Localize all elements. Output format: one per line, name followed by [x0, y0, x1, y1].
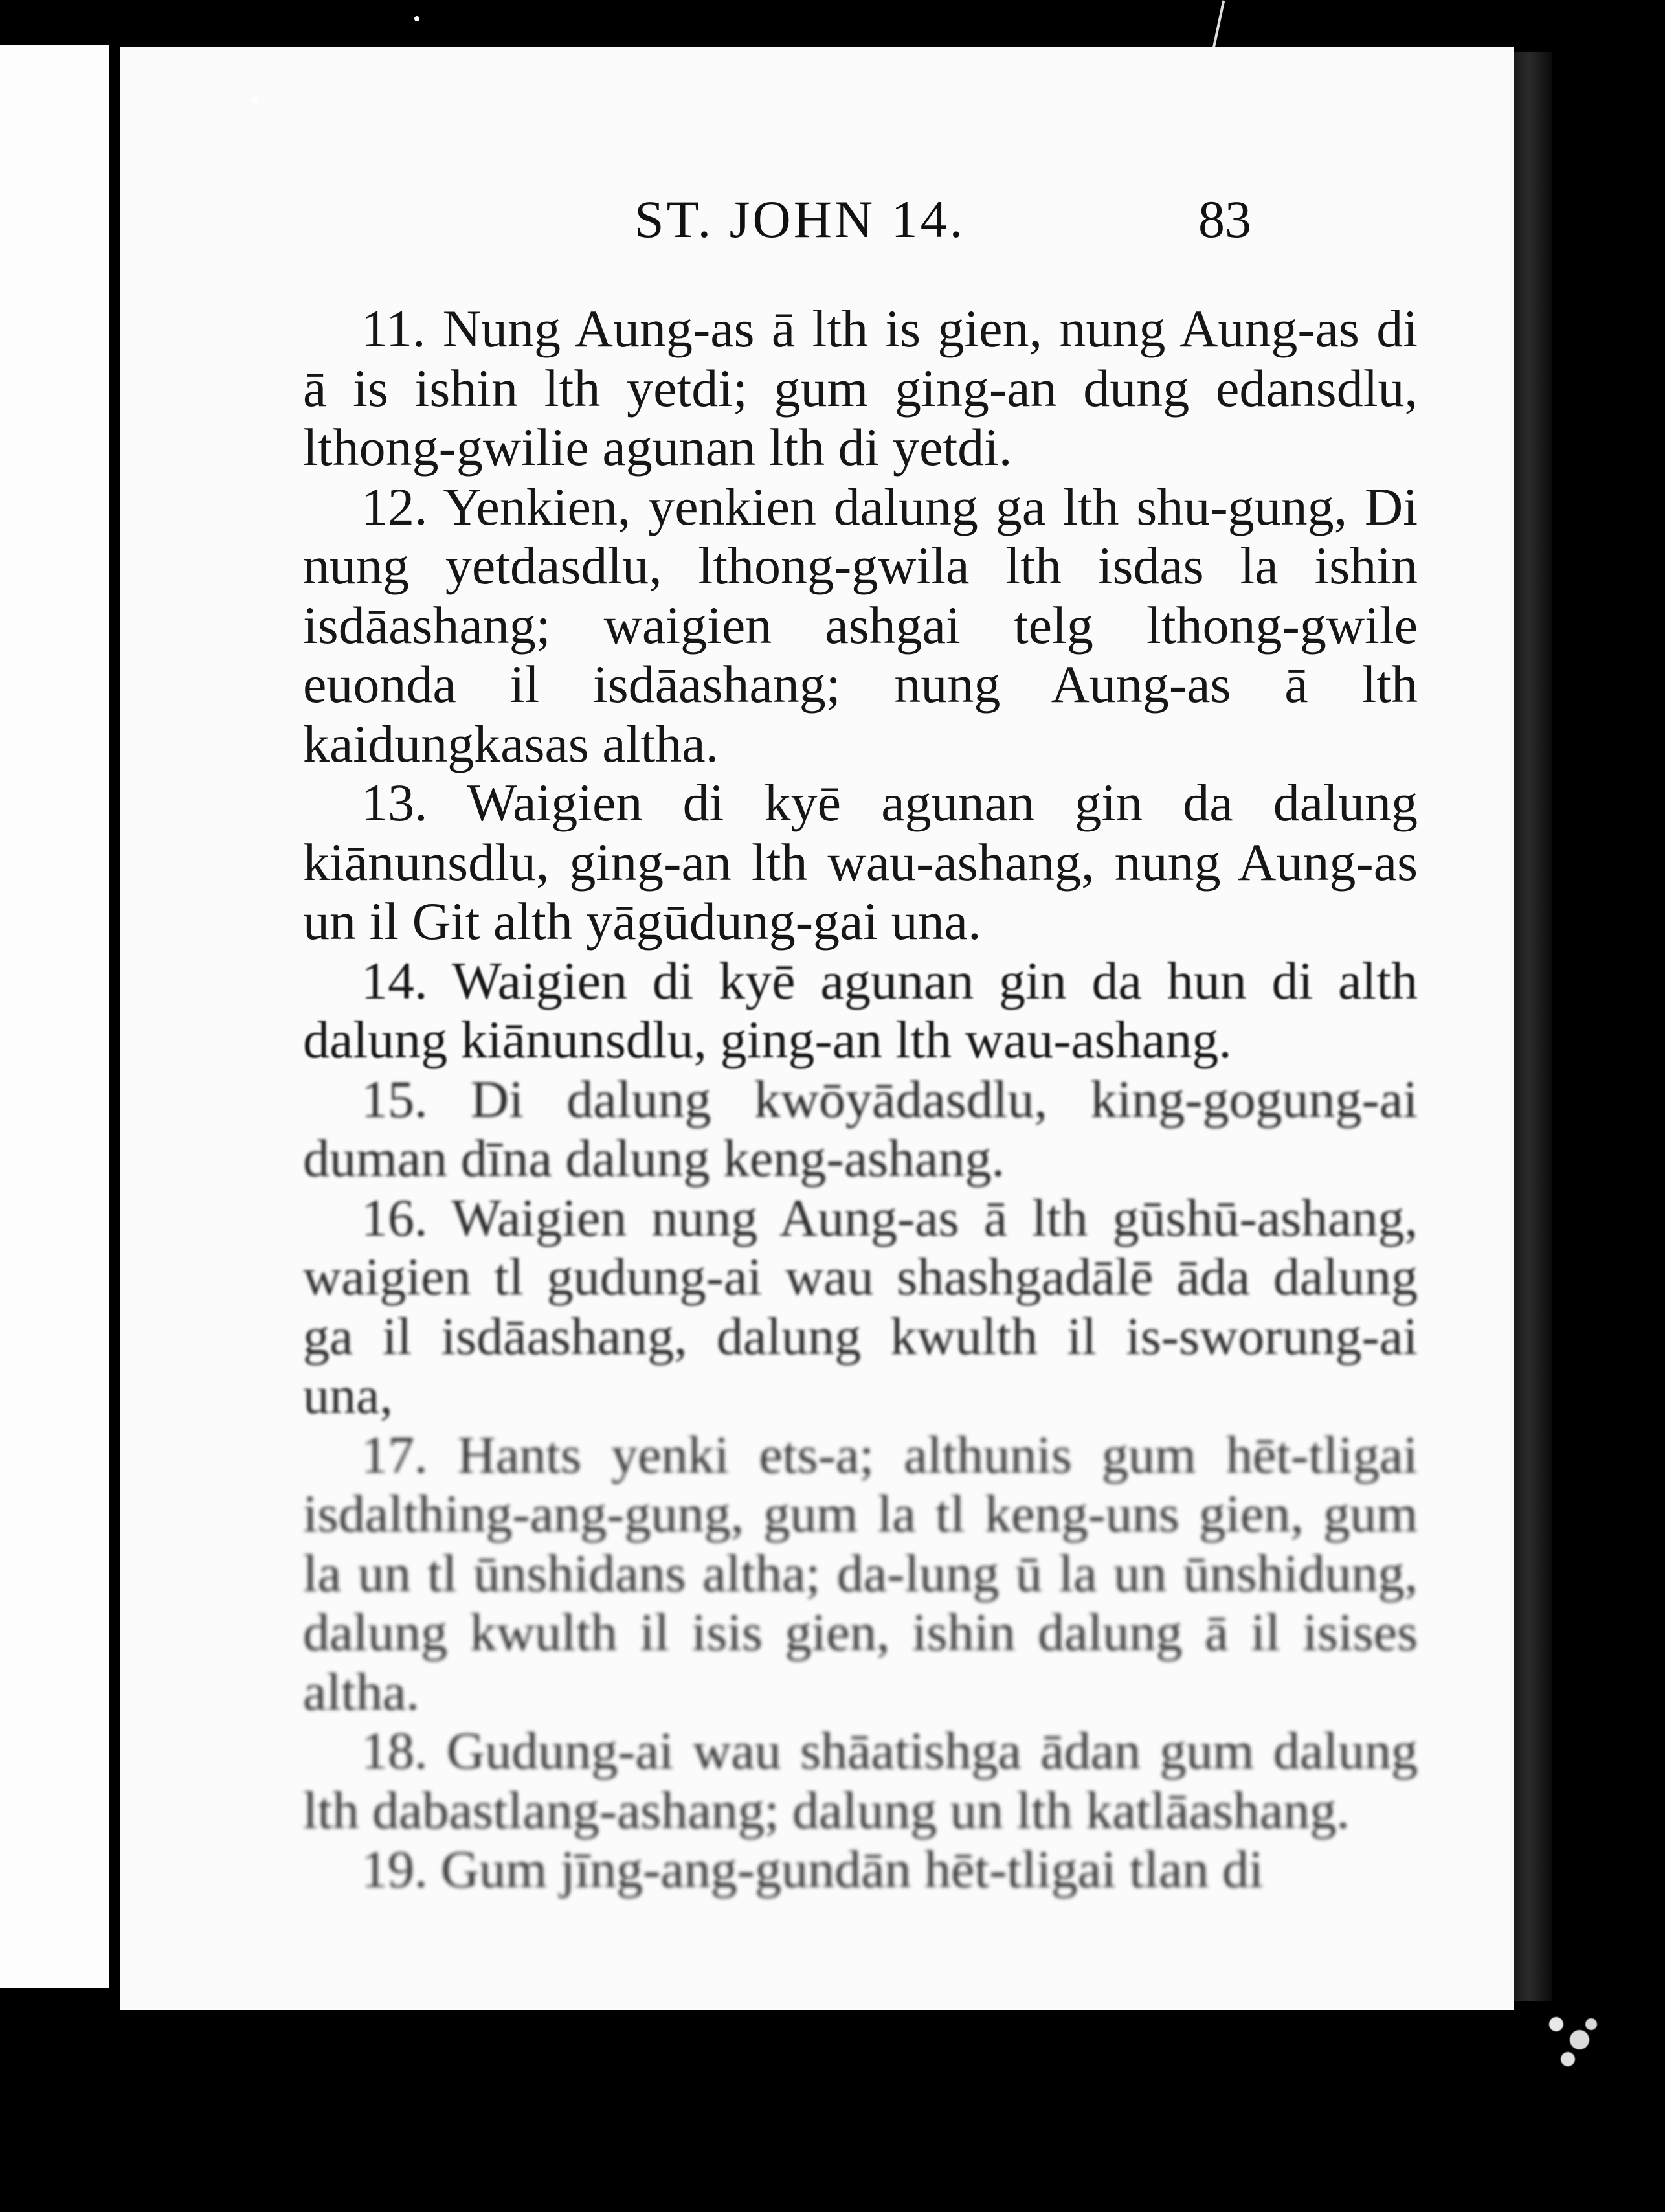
verse-line: Di dalung kwōyādasdlu, king-gogung-: [470, 1069, 1380, 1129]
verse-number: 14.: [361, 951, 428, 1010]
scan-scratch: [1212, 0, 1225, 51]
verse-line: kiānunsdlu, ging-an lth wau-ashang, nung: [303, 832, 1221, 892]
verse-number: 12.: [361, 477, 428, 536]
verse-line: isdas la ishin isdāashang; waigien ashgai telg: [303, 536, 1418, 655]
facing-page-edge: [0, 45, 109, 1988]
page-title: ST. JOHN 14.: [634, 190, 966, 249]
verse-number: 19.: [361, 1840, 428, 1899]
verse-line: katlāashang.: [1086, 1780, 1350, 1840]
verse-line: Aung-as di ā is ishin lth yetdi; gum ging-an: [303, 299, 1418, 418]
verse-line: Nung Aung-as ā lth is gien, nung: [442, 299, 1166, 358]
verse-line: Hants yenki ets-a; althunis gum hēt-: [457, 1425, 1309, 1484]
verse-line: Aung-as un il Git alth yāgūdung-gai una.: [303, 832, 1418, 951]
verse-line: is-sworung-ai una,: [303, 1306, 1418, 1425]
verse-line: dalung lth dabastlang-ashang; dalung un lth: [303, 1721, 1418, 1840]
verse-line: ashang.: [1071, 1010, 1232, 1069]
verse-line: Waigien nung Aung-as ā lth gūshū-: [451, 1188, 1257, 1247]
verse-number: 17.: [361, 1425, 428, 1484]
verse-line: Yenkien, yenkien dalung ga lth shu-: [443, 477, 1228, 536]
verse-line: ashang, waigien tl gudung-ai wau shashgadālē: [303, 1188, 1418, 1306]
verse-line: lung ū la un ūnshidung, dalung kwulth il isis: [303, 1543, 1418, 1662]
verse-line: Gudung-ai wau shāatishga ādan gum: [446, 1721, 1255, 1780]
book-gutter: [109, 0, 120, 2212]
verse-line: dung edansdlu, lthong-gwilie agunan lth di: [303, 358, 1418, 477]
verse-line: alth dalung kiānunsdlu, ging-an lth wau-: [303, 951, 1418, 1069]
verse-line: uns gien, gum la un tl ūnshidans altha; da-: [303, 1484, 1418, 1603]
page-number: 83: [1198, 190, 1251, 249]
verse-line: Waigien di kyē agunan gin da dalung: [467, 773, 1418, 832]
verse-number: 18.: [361, 1721, 428, 1780]
page-edge-shadow: [1514, 52, 1552, 2001]
verse-15: [303, 1070, 1418, 1188]
book-page: [120, 47, 1514, 2010]
verse-line: ai duman dīna dalung keng-ashang.: [303, 1069, 1418, 1188]
verse-line: lthong-gwile euonda il isdāashang; nung: [303, 595, 1418, 714]
verse-11: [303, 299, 1418, 477]
verse-line: āda dalung ga il isdāashang, dalung kwulth il: [303, 1247, 1418, 1366]
verse-number: 13.: [361, 773, 428, 832]
verse-line: Gum jīng-ang-gundān hēt-tligai tlan di: [441, 1840, 1264, 1899]
verse-line: Waigien di kyē agunan gin da hun di: [451, 951, 1313, 1010]
scan-blemish: [1533, 2001, 1611, 2079]
verse-19: [303, 1840, 1418, 1899]
running-head: [120, 189, 1514, 260]
verse-line: gien, ishin dalung ā il isises altha.: [303, 1603, 1418, 1721]
verse-14: [303, 951, 1418, 1070]
verse-number: 15.: [361, 1069, 428, 1129]
verse-line: Aung-as ā lth kaidungkasas altha.: [303, 655, 1418, 773]
verse-line: yetdi.: [892, 418, 1012, 477]
verse-16: [303, 1188, 1418, 1425]
verse-17: [303, 1425, 1418, 1722]
verse-line: tligai isdalthing-ang-gung, gum la tl keng-: [303, 1425, 1418, 1543]
verse-12: [303, 477, 1418, 774]
verse-number: 11.: [361, 299, 426, 358]
verse-18: [303, 1721, 1418, 1840]
dust-speck: [414, 16, 419, 21]
verse-number: 16.: [361, 1188, 428, 1247]
verse-13: [303, 773, 1418, 951]
verse-text: [303, 299, 1418, 1899]
dust-speck: [252, 97, 259, 104]
verse-line: gung, Di nung yetdasdlu, lthong-gwila lth: [303, 477, 1418, 595]
